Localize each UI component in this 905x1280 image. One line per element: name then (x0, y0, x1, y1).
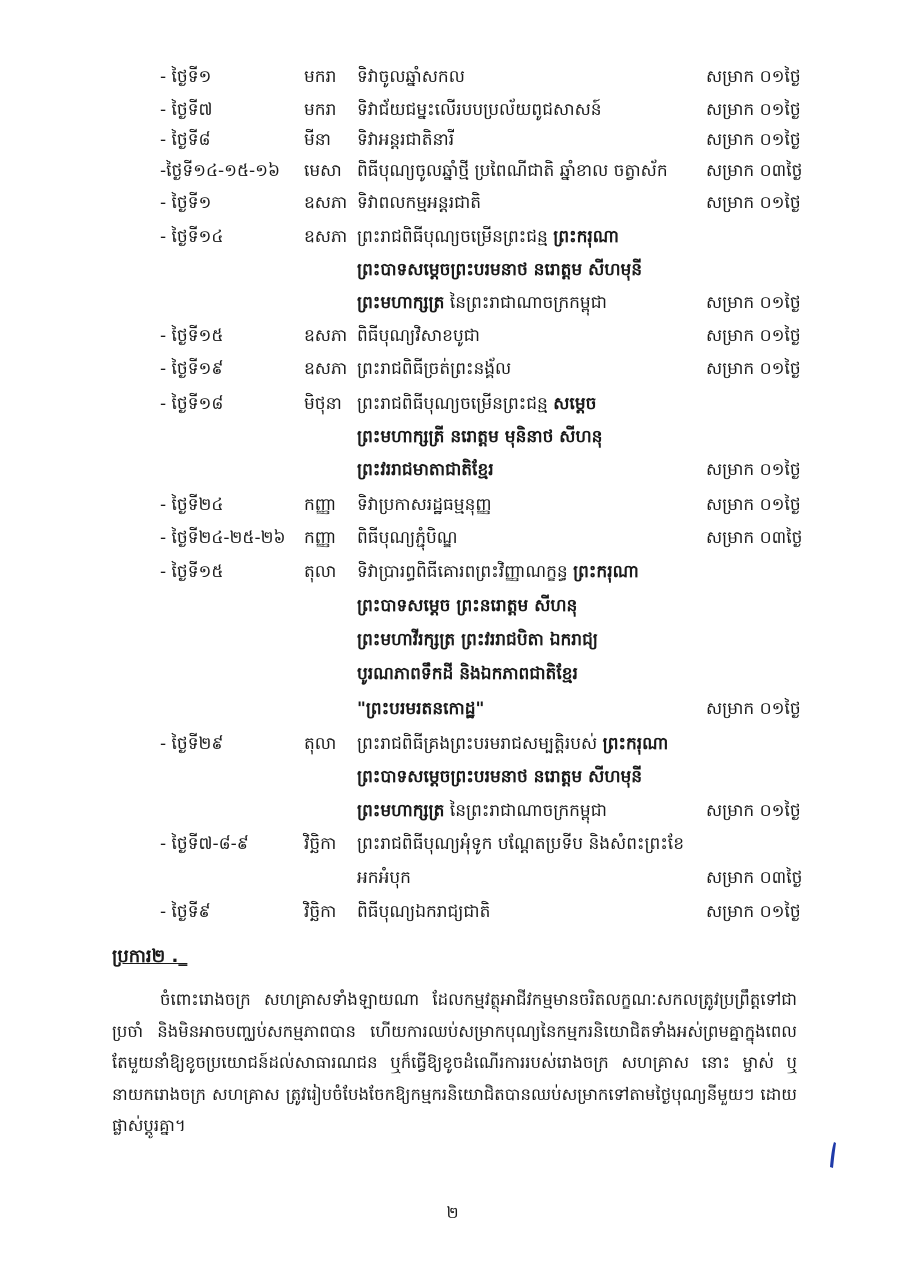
holiday-duration: សម្រាក ០១ថ្ងៃ (706, 460, 801, 480)
holiday-description (357, 729, 668, 759)
holiday-row (0, 762, 905, 792)
section-heading: ប្រការ២ ._ (112, 946, 188, 967)
holiday-description (357, 62, 465, 92)
holiday-month: តុលា (304, 562, 337, 582)
holiday-month: ឧសភា (304, 193, 348, 213)
holiday-description-text: អកអំបុក (357, 868, 411, 888)
holiday-description (357, 659, 578, 689)
holiday-duration: សម្រាក ០៣ថ្ងៃ (706, 868, 803, 888)
holiday-duration: សម្រាក ០១ថ្ងៃ (706, 67, 801, 87)
holiday-description (357, 95, 602, 125)
holiday-month: មិថុនា (304, 394, 342, 414)
holiday-description-bold: ព្រះករុណា (573, 562, 639, 582)
holiday-row (0, 95, 905, 125)
holiday-description (357, 829, 684, 859)
holiday-day: -ថ្ងៃទី១៤-១៥-១៦ (160, 161, 281, 181)
holiday-duration: សម្រាក ០១ថ្ងៃ (706, 359, 801, 379)
holiday-day: - ថ្ងៃទី៧ (160, 100, 213, 120)
holiday-description-text: ពិធីបុណ្យឯករាជ្យជាតិ (357, 902, 491, 922)
holiday-month: កញ្ញា (304, 528, 337, 548)
holiday-day: - ថ្ងៃទី១៨ (160, 394, 224, 414)
holiday-description-text: ព្រះរាជពិធីគ្រងព្រះបរមរាជសម្បត្តិរបស់ (357, 734, 603, 754)
holiday-description-text: នៃព្រះរាជាណាចក្រកម្ពុជា (444, 801, 607, 821)
holiday-month: មករា (304, 100, 337, 120)
holiday-description (357, 156, 668, 186)
holiday-row (0, 321, 905, 351)
holiday-description-bold: "ព្រះបរមរតនកោដ្ឋ" (357, 699, 485, 719)
holiday-day: - ថ្ងៃទី៨ (160, 130, 211, 150)
holiday-day: - ថ្ងៃទី១៤ (160, 227, 224, 247)
holiday-day: - ថ្ងៃទី៧-៨-៩ (160, 834, 249, 854)
holiday-day: - ថ្ងៃទី៩ (160, 902, 211, 922)
holiday-month: មករា (304, 67, 337, 87)
holiday-month: ឧសភា (304, 359, 348, 379)
holiday-duration: សម្រាក ០១ថ្ងៃ (706, 193, 801, 213)
holiday-description (357, 321, 480, 351)
holiday-description (357, 255, 642, 285)
holiday-duration: សម្រាក ០១ថ្ងៃ (706, 699, 801, 719)
holiday-month: មីនា (304, 130, 331, 150)
holiday-month: មេសា (304, 161, 342, 181)
holiday-description-bold: សម្តេច (553, 394, 597, 414)
holiday-row (0, 422, 905, 452)
holiday-description (357, 125, 454, 155)
holiday-month: ឧសភា (304, 326, 348, 346)
holiday-month: វិច្ឆិកា (304, 902, 337, 922)
holiday-description (357, 222, 619, 252)
holiday-day: - ថ្ងៃទី១៥ (160, 562, 224, 582)
holiday-row (0, 591, 905, 621)
holiday-day: - ថ្ងៃទី២៤-២៥-២៦ (160, 528, 286, 548)
holiday-day: - ថ្ងៃទី១ (160, 67, 212, 87)
holiday-row (0, 796, 905, 826)
holiday-duration: សម្រាក ០១ថ្ងៃ (706, 495, 801, 515)
holiday-description-text: ពិធីបុណ្យវិសាខបូជា (357, 326, 480, 346)
holiday-description-bold: ព្រះបាទសម្តេច ព្រះនរោត្តម សីហនុ (357, 596, 578, 616)
holiday-duration: សម្រាក ០១ថ្ងៃ (706, 801, 801, 821)
holiday-description-text: ពិធីបុណ្យភ្ជុំបិណ្ឌ (357, 528, 458, 548)
holiday-duration: សម្រាក ០១ថ្ងៃ (706, 100, 801, 120)
holiday-description-text: ព្រះរាជពិធីបុណ្យអុំទូក បណ្តែតប្រទីប និងសំពះព្រះខែ (357, 834, 684, 854)
holiday-description-bold: ព្រះមហាវីរក្សត្រ ព្រះវររាជបិតា ឯករាជ្យ (357, 630, 598, 650)
holiday-row (0, 729, 905, 759)
holiday-description-text: ទិវាប្រកាសរដ្ឋធម្មនុញ្ញ (357, 495, 492, 515)
holiday-duration: សម្រាក ០១ថ្ងៃ (706, 326, 801, 346)
holiday-description-bold: ព្រះមហាក្សត្រ (357, 801, 445, 821)
holiday-description (357, 625, 598, 655)
holiday-description-text: ពិធីបុណ្យចូលឆ្នាំថ្មី ប្រពៃណីជាតិ ឆ្នាំខាល ចត្វាស័ក (357, 161, 668, 181)
holiday-description (357, 863, 411, 893)
holiday-description-bold: ព្រះមហាក្សត្រ (357, 293, 445, 313)
holiday-row (0, 354, 905, 384)
holiday-description (357, 796, 607, 826)
holiday-description-text: ទិវាជ័យជម្នះលើរបបប្រល័យពូជសាសន៍ (357, 100, 602, 120)
holiday-row (0, 694, 905, 724)
holiday-description-text: ព្រះរាជពិធីបុណ្យចម្រើនព្រះជន្ម (357, 394, 554, 414)
holiday-description (357, 694, 484, 724)
holiday-description (357, 523, 458, 553)
holiday-day: - ថ្ងៃទី១៩ (160, 359, 224, 379)
holiday-row (0, 829, 905, 859)
pen-mark (828, 1140, 838, 1170)
holiday-row (0, 863, 905, 893)
holiday-day: - ថ្ងៃទី២៤ (160, 495, 224, 515)
holiday-description (357, 389, 596, 419)
holiday-description-bold: ព្រះបាទសម្តេចព្រះបរមនាថ នរោត្តម សីហមុនី (357, 767, 643, 787)
holiday-description-bold: ព្រះបាទសម្តេចព្រះបរមនាថ នរោត្តម សីហមុនី (357, 260, 643, 280)
holiday-day: - ថ្ងៃទី២៩ (160, 734, 224, 754)
holiday-month: កញ្ញា (304, 495, 337, 515)
holiday-description-text: ទិវាអន្តរជាតិនារី (357, 130, 455, 150)
holiday-month: ឧសភា (304, 227, 348, 247)
holiday-description-text: ទិវាប្រារព្ធពិធីគោរពព្រះវិញ្ញាណក្ខន្ធ (357, 562, 574, 582)
holiday-month: តុលា (304, 734, 337, 754)
holiday-duration: សម្រាក ០១ថ្ងៃ (706, 293, 801, 313)
holiday-duration: សម្រាក ០១ថ្ងៃ (706, 130, 801, 150)
holiday-row (0, 389, 905, 419)
holiday-description-bold: ព្រះករុណា (602, 734, 669, 754)
holiday-row (0, 455, 905, 485)
holiday-duration: សម្រាក ០៣ថ្ងៃ (706, 528, 803, 548)
holiday-row (0, 288, 905, 318)
holiday-description (357, 422, 602, 452)
holiday-month: វិច្ឆិកា (304, 834, 337, 854)
holiday-description-text: ព្រះរាជពិធីបុណ្យចម្រើនព្រះជន្ម (357, 227, 554, 247)
holiday-description-bold: ព្រះមហាក្សត្រី នរោត្តម មុនិនាថ សីហនុ (357, 427, 603, 447)
holiday-description (357, 557, 639, 587)
holiday-row (0, 523, 905, 553)
holiday-description (357, 288, 607, 318)
section-paragraph: ចំពោះរោងចក្រ សហគ្រាសទាំងឡាយណា ដែលកម្មវត្ថុអាជីវកម្មមានចរិតលក្ខណៈសកលត្រូវប្រព្រឹត្តទៅជាប្រចាំ និងមិនអាចបញ្ឈប់សកម្មភាពបាន ហើយការឈប់សម្រាកបុណ្យនៃកម្មករនិយោជិតទាំងអស់ព្រមគ្នាក្នុងពេលតែមួយនាំឱ្យខូចប្រយោជន៍ដល់សាធារណជន ឬក៏ធ្វើឱ្យខូចដំណើរការរបស់រោងចក្រ សហគ្រាស នោះ ម្ចាស់ ឬនាយករោងចក្រ សហគ្រាស ត្រូវរៀបចំបែងចែកឱ្យកម្មករនិយោជិតបានឈប់សម្រាកទៅតាមថ្ងៃបុណ្យនីមួយៗ ដោយផ្លាស់ប្តូរគ្នា។ (112, 990, 797, 1135)
holiday-row (0, 156, 905, 186)
holiday-row (0, 125, 905, 155)
holiday-description (357, 188, 481, 218)
holiday-description (357, 490, 492, 520)
holiday-description-text: ព្រះរាជពិធីច្រត់ព្រះនង្គ័ល (357, 359, 512, 379)
holiday-day: - ថ្ងៃទី១ (160, 193, 212, 213)
holiday-row (0, 659, 905, 689)
holiday-row (0, 188, 905, 218)
holiday-description-bold: ព្រះវររាជមាតាជាតិខ្មែរ (357, 460, 494, 480)
holiday-description-text: ទិវាចូលឆ្នាំសកល (357, 67, 465, 87)
holiday-description (357, 762, 642, 792)
holiday-day: - ថ្ងៃទី១៥ (160, 326, 224, 346)
holiday-row (0, 222, 905, 252)
holiday-row (0, 490, 905, 520)
holiday-row (0, 625, 905, 655)
holiday-row (0, 255, 905, 285)
holiday-description-bold: ព្រះករុណា (553, 227, 619, 247)
holiday-description (357, 897, 490, 927)
holiday-description-text: នៃព្រះរាជាណាចក្រកម្ពុជា (444, 293, 607, 313)
holiday-description (357, 455, 494, 485)
holiday-description (357, 354, 511, 384)
holiday-description-bold: បូរណភាពទឹកដី និងឯកភាពជាតិខ្មែរ (357, 664, 578, 684)
holiday-row (0, 897, 905, 927)
holiday-row (0, 557, 905, 587)
holiday-description (357, 591, 577, 621)
holiday-row (0, 62, 905, 92)
page-number: ២ (446, 1203, 459, 1222)
holiday-duration: សម្រាក ០៣ថ្ងៃ (706, 161, 803, 181)
holiday-description-text: ទិវាពលកម្មអន្តរជាតិ (357, 193, 482, 213)
holiday-duration: សម្រាក ០១ថ្ងៃ (706, 902, 801, 922)
